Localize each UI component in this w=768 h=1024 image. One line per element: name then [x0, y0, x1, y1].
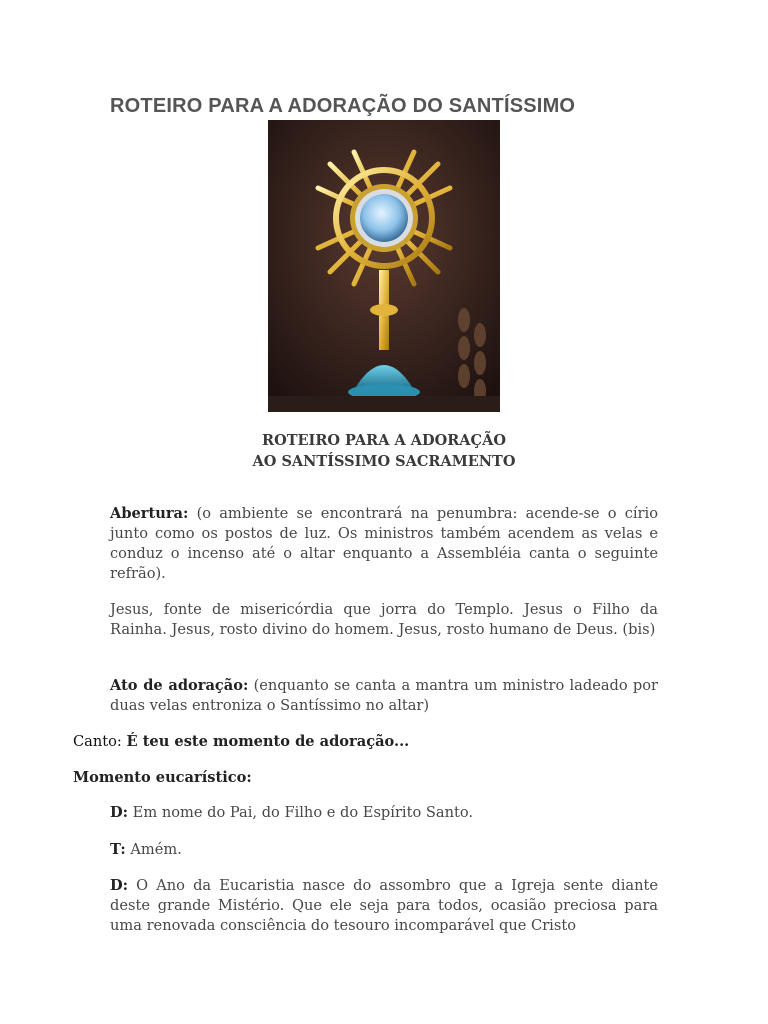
- abertura-label: Abertura:: [110, 505, 189, 522]
- ato-adoracao-paragraph: [110, 676, 658, 716]
- subtitle-line-2: AO SANTÍSSIMO SACRAMENTO: [252, 453, 516, 470]
- dialogue-d1: [110, 803, 658, 823]
- dialogue-d2: [110, 876, 658, 936]
- d2-text: O Ano da Eucaristia nasce do assombro que a Igreja sente diante deste grande Mistério. Que ele seja para todos, ocasião preciosa para uma renovada consciência do tesouro incomparável que Cristo: [110, 877, 658, 934]
- canto-text: É teu este momento de adoração...: [126, 733, 410, 750]
- abertura-paragraph: [110, 504, 658, 584]
- ato-adoracao-text: (enquanto se canta a mantra um ministro ladeado por duas velas entroniza o Santíssimo no altar): [110, 677, 658, 714]
- d2-label: D:: [110, 877, 129, 894]
- d1-text: Em nome do Pai, do Filho e do Espírito Santo.: [128, 804, 474, 821]
- d1-label: D:: [110, 804, 129, 821]
- momento-eucaristico-heading: [73, 768, 658, 788]
- momento-eucaristico-label: Momento eucarístico:: [73, 769, 252, 786]
- ato-adoracao-label: Ato de adoração:: [110, 677, 249, 694]
- document-title: ROTEIRO PARA A ADORAÇÃO DO SANTÍSSIMO: [110, 95, 576, 117]
- refrao-paragraph: Jesus, fonte de misericórdia que jorra do Templo. Jesus o Filho da Rainha. Jesus, rosto divino do homem. Jesus, rosto humano de Deus. (bis): [110, 601, 658, 638]
- dialogue-t1: [110, 840, 658, 860]
- t1-text: Amém.: [125, 841, 182, 858]
- t1-label: T:: [110, 841, 126, 858]
- monstrance-image: [268, 120, 500, 412]
- abertura-text: (o ambiente se encontrará na penumbra: acende-se o círio junto como os postos de luz. Os ministros também acendem as velas e conduz o incenso até o altar enquanto a Assembléia canta o seguinte refrão).: [110, 505, 658, 582]
- canto-label: Canto:: [73, 733, 127, 750]
- canto-paragraph: [73, 732, 658, 752]
- subtitle-line-1: ROTEIRO PARA A ADORAÇÃO: [262, 432, 506, 449]
